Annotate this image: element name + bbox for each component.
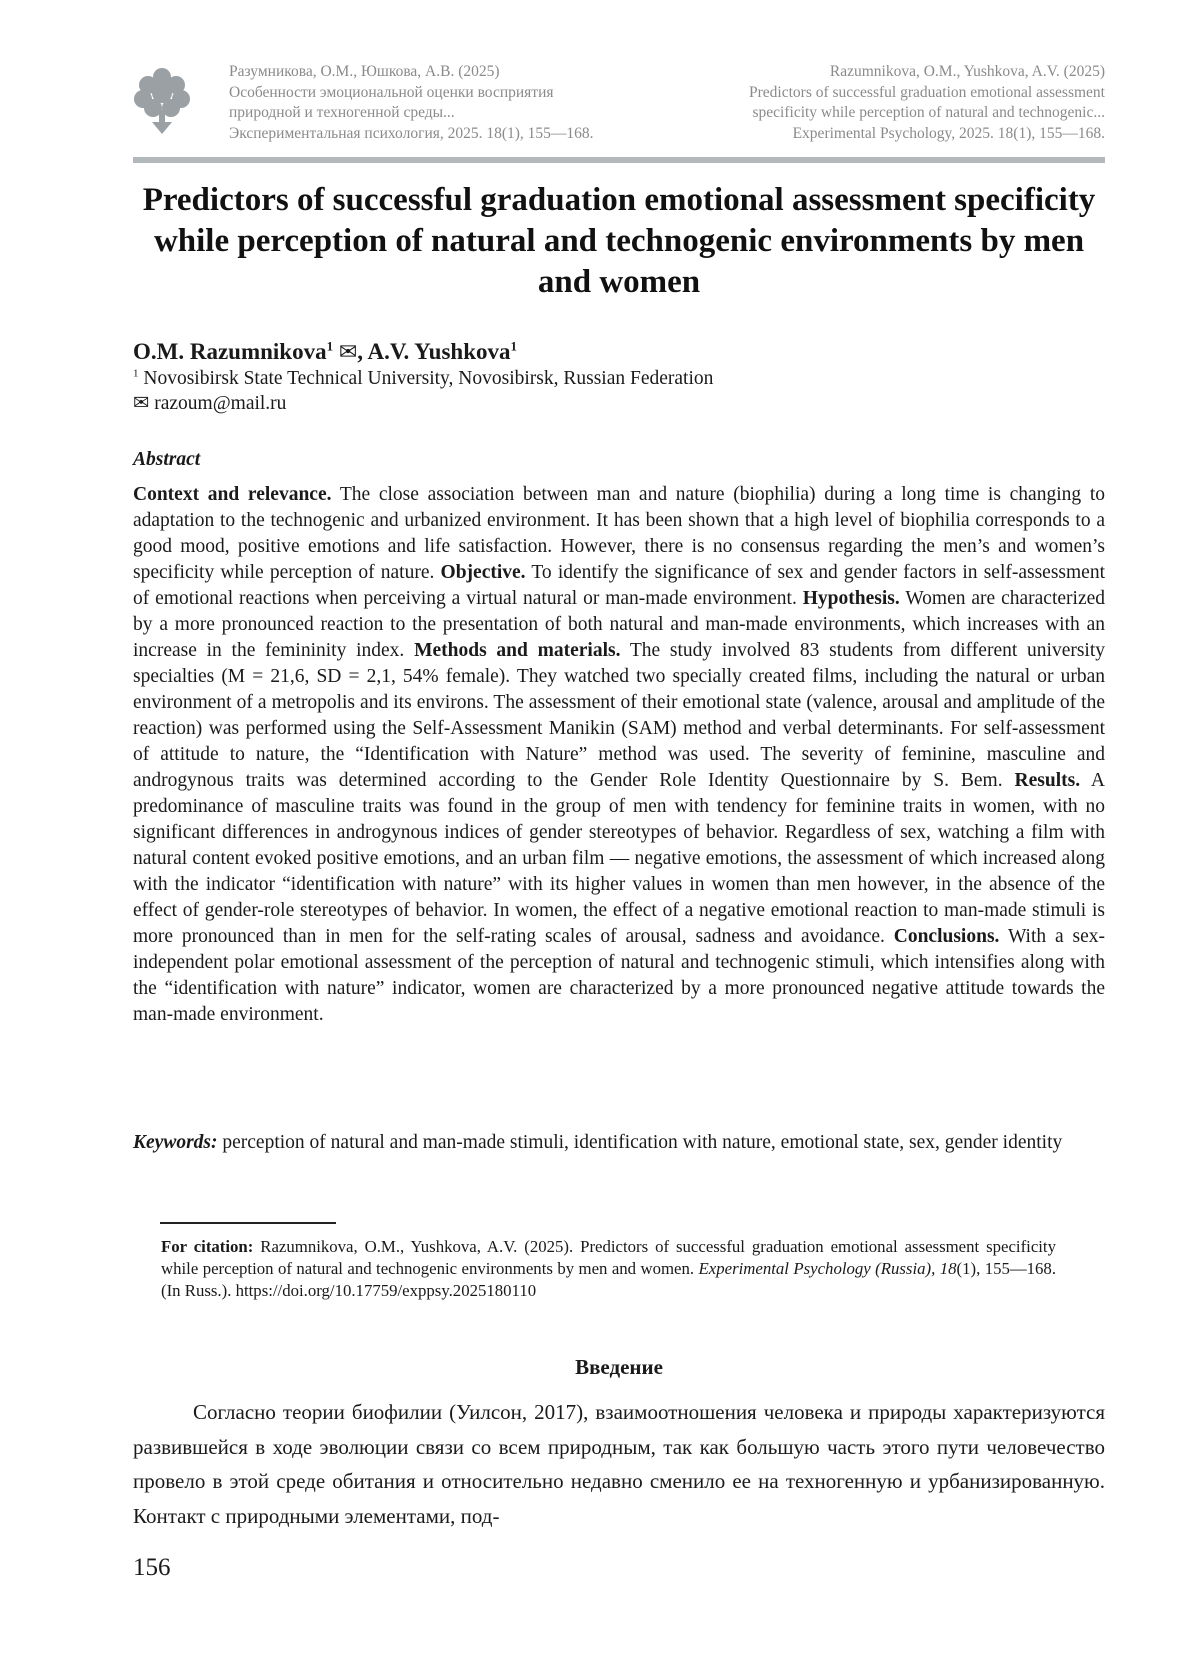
- affiliation-text: Novosibirsk State Technical University, Novosibirsk, Russian Federation: [143, 368, 714, 389]
- keywords-label: Keywords:: [133, 1132, 218, 1153]
- author-name: O.M. Razumnikova: [133, 339, 327, 364]
- affiliation-mark: 1: [510, 338, 517, 354]
- header-right-line: Experimental Psychology, 2025. 18(1), 155—168.: [792, 124, 1105, 142]
- header-left: [229, 62, 594, 144]
- affiliation-mark: 1: [326, 338, 334, 354]
- envelope-icon: ✉: [133, 393, 150, 414]
- affiliation-mark: 1: [133, 367, 139, 380]
- section-heading: Введение: [575, 1355, 663, 1379]
- header-left-line: Экспериментальная психология, 2025. 18(1), 155—168.: [229, 124, 594, 142]
- abstract-body: [133, 482, 1105, 1028]
- keywords: [133, 1130, 1105, 1156]
- abstract-text: With a sex-independent polar emotional assessment of the perception of natural and technogenic stimuli, which intensifies along with the “identification with nature” indicator, women are characterized by a more pronounced negative attitude towards the man-made environment.: [133, 926, 1106, 1025]
- abstract-text: A predominance of masculine traits was found in the group of men with tendency for feminine traits in women, with no significant differences in androgynous indices of gender stereotypes of behavior. Regardless of sex, watching a film with natural content evoked positive emotions, and an urban film — negative emotions, the assessment of which increased along with the indicator “identification with nature” with its higher values in women than men however, in the absence of the effect of gender-role stereotypes of behavior. In women, the effect of a negative emotional reaction to man-made stimuli is more pronounced than in men for the self-rating scales of arousal, sadness and avoidance.: [133, 770, 1106, 947]
- author-line: O.M. Razumnikova$^1$ ✉, A.V. Yushkova$^1$: [133, 338, 517, 364]
- citation-label: For citation:: [161, 1237, 254, 1256]
- author-email-link[interactable]: razoum@mail.ru: [154, 393, 287, 414]
- abstract-label: Methods and materials.: [414, 640, 621, 661]
- header-divider: [133, 157, 1105, 163]
- journal-logo-tree-icon: [133, 66, 191, 136]
- intro-paragraph: Согласно теории биофилии (Уилсон, 2017), взаимоотношения человека и природы характеризуются развившейся в ходе эволюции связи со всем природным, так как большую часть этого пути человечество провело в этой среде обитания и относительно недавно сменило ее на техногенную и урбанизированную. Контакт с природными элементами, под-: [133, 1400, 1105, 1528]
- author-name: A.V. Yushkova: [367, 339, 511, 364]
- article-title: Predictors of successful graduation emotional assessment specificity while perception of natural and technogenic environments by men and women: [142, 182, 1096, 300]
- email-line: [133, 391, 286, 417]
- citation-journal: Experimental Psychology (Russia), 18: [698, 1259, 957, 1278]
- citation-doi-link[interactable]: (1), 155—168. (In Russ.). https://doi.org/10.17759/exppsy.2025180110: [161, 1259, 1057, 1300]
- abstract-label: Conclusions.: [893, 926, 1000, 947]
- keywords-text: perception of natural and man-made stimuli, identification with nature, emotional state, sex, gender identity: [222, 1132, 1063, 1153]
- abstract-label: Context and relevance.: [133, 484, 332, 505]
- header-left-line: Особенности эмоциональной оценки восприятия: [229, 83, 554, 101]
- abstract-text: Women are characterized by a more pronounced reaction to the presentation of both natural and man-made environments, which increases with an increase in the femininity index.: [133, 588, 1105, 661]
- abstract-label: Objective.: [440, 562, 526, 583]
- affiliation: [133, 366, 713, 392]
- header-right-line: Razumnikova, O.M., Yushkova, A.V. (2025): [829, 63, 1105, 80]
- envelope-icon: ✉: [338, 339, 358, 364]
- header-left-line: Разумникова, О.М., Юшкова, А.В. (2025): [229, 63, 500, 80]
- citation-note: [161, 1236, 1056, 1302]
- abstract-text: The study involved 83 students from different university specialties (M = 21,6, SD = 2,1, 54% female). They watched two specially created films, including the natural or urban environment of a metropolis and its environs. The assessment of their emotional state (valence, arousal and amplitude of the reaction) was performed using the Self-Assessment Manikin (SAM) method and verbal determinants. For self-assessment of attitude to nature, the “Identification with Nature” method was used. The severity of feminine, masculine and androgynous traits was determined according to the Gender Role Identity Questionnaire by S. Bem.: [133, 640, 1106, 791]
- abstract-text: To identify the significance of sex and gender factors in self-assessment of emotional reactions when perceiving a virtual natural or man-made environment.: [133, 562, 1106, 609]
- abstract-label: Hypothesis.: [802, 588, 900, 609]
- header-right: [749, 62, 1105, 144]
- header-right-line: Predictors of successful graduation emotional assessment: [749, 83, 1105, 101]
- header-right-line: specificity while perception of natural and technogenic...: [752, 104, 1105, 121]
- abstract-text: The close association between man and nature (biophilia) during a long time is changing to adaptation to the technogenic and urbanized environment. It has been shown that a high level of biophilia corresponds to a good mood, positive emotions and life satisfaction. However, there is no consensus regarding the men’s and women’s specificity while perception of nature.: [133, 484, 1105, 583]
- abstract-heading: Abstract: [133, 449, 201, 470]
- header-left-line: природной и техногенной среды...: [229, 104, 455, 121]
- page-number: 156: [133, 1554, 171, 1581]
- running-header: [133, 60, 1105, 152]
- citation-text: Razumnikova, O.M., Yushkova, A.V. (2025). Predictors of successful graduation emotional assessment specificity while perception of natural and technogenic environments by men and women.: [161, 1237, 1056, 1278]
- footnote-divider: [160, 1222, 336, 1224]
- abstract-label: Results.: [1014, 770, 1081, 791]
